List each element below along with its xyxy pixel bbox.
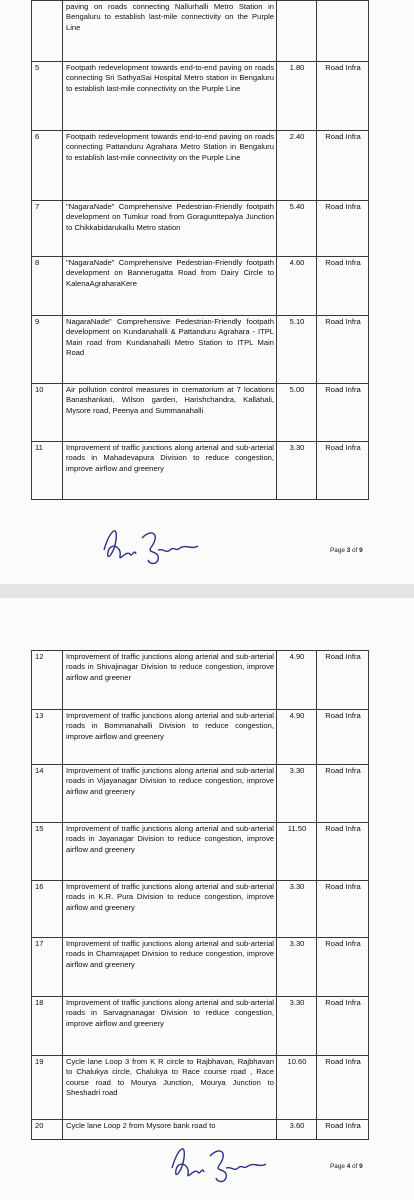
table-row — [32, 710, 369, 765]
serial-number: 10 — [32, 384, 63, 442]
projects-table-page-4 — [31, 650, 369, 1140]
amount-cell: 3.30 — [277, 938, 317, 997]
project-description: "NagaraNade" Comprehensive Pedestrian-Friendly footpath development on Tumkur road from Goragunttepalya Junction to Chikkabidarukallu Metro station — [63, 201, 277, 257]
serial-number: 8 — [32, 257, 63, 316]
category-cell: Road Infra — [317, 62, 369, 131]
page-separator: of — [350, 1163, 360, 1170]
project-description: Improvement of traffic junctions along arterial and sub-arterial roads in Mahadevapura Division to reduce congestion, improve airflow and greenery — [63, 442, 277, 500]
project-description: Improvement of traffic junctions along arterial and sub-arterial roads in K.R. Pura Division to reduce congestion, improve airflow and greenery — [63, 881, 277, 938]
projects-table-page-3 — [31, 0, 369, 500]
table-row — [32, 1, 369, 62]
serial-number: 20 — [32, 1120, 63, 1140]
project-description: Improvement of traffic junctions along arterial and sub-arterial roads in Chamrajapet Division to reduce congestion, improve airflow and greenery — [63, 938, 277, 997]
amount-cell: 3.30 — [277, 765, 317, 823]
amount-cell: 5.40 — [277, 201, 317, 257]
amount-cell: 3.30 — [277, 881, 317, 938]
amount-cell: 2.40 — [277, 131, 317, 201]
table-row — [32, 823, 369, 881]
table-row — [32, 257, 369, 316]
amount-cell: 3.30 — [277, 997, 317, 1056]
serial-number: 13 — [32, 710, 63, 765]
table-row — [32, 1056, 369, 1120]
table-row — [32, 131, 369, 201]
amount-cell: 1.80 — [277, 62, 317, 131]
table-row — [32, 765, 369, 823]
page-number — [330, 547, 363, 554]
project-description: Cycle lane Loop 2 from Mysore bank road to — [63, 1120, 277, 1140]
serial-number: 11 — [32, 442, 63, 500]
amount-cell — [277, 1, 317, 62]
category-cell: Road Infra — [317, 201, 369, 257]
amount-cell: 10.60 — [277, 1056, 317, 1120]
project-description: paving on roads connecting Nallurhalli Metro Station in Bengaluru to establish last-mile connectivity on the Purple Line — [63, 1, 277, 62]
amount-cell: 11.50 — [277, 823, 317, 881]
amount-cell: 3.30 — [277, 442, 317, 500]
table-row — [32, 201, 369, 257]
amount-cell: 4.60 — [277, 257, 317, 316]
page-total: 9 — [359, 547, 363, 554]
category-cell: Road Infra — [317, 1120, 369, 1140]
project-description: Improvement of traffic junctions along arterial and sub-arterial roads in Jayanagar Division to reduce congestion, improve airflow and greenery — [63, 823, 277, 881]
project-description: Footpath redevelopment towards end-to-end paving on roads connecting Sri SathyaSai Hospital Metro station in Bengaluru to establish last-mile connectivity on the Purple Line — [63, 62, 277, 131]
serial-number: 7 — [32, 201, 63, 257]
document-page-4 — [0, 598, 414, 1200]
serial-number: 6 — [32, 131, 63, 201]
page-total: 9 — [359, 1163, 363, 1170]
category-cell: Road Infra — [317, 710, 369, 765]
table-row — [32, 938, 369, 997]
project-description: Improvement of traffic junctions along arterial and sub-arterial roads in Vijayanagar Division to reduce congestion, improve airflow and greenery — [63, 765, 277, 823]
table-row — [32, 881, 369, 938]
project-description: Improvement of traffic junctions along arterial and sub-arterial roads in Bommanahalli Division to reduce congestion, improve airflow and greenery — [63, 710, 277, 765]
project-description: NagaraNade" Comprehensive Pedestrian-Friendly footpath development on Kundanahalli & Pattanduru Agrahara - ITPL Main road from Kundanahalli Metro Station to ITPL Main Road — [63, 316, 277, 384]
category-cell: Road Infra — [317, 1056, 369, 1120]
category-cell: Road Infra — [317, 938, 369, 997]
page-gap — [0, 584, 414, 598]
serial-number: 12 — [32, 651, 63, 710]
table-row — [32, 62, 369, 131]
serial-number: 15 — [32, 823, 63, 881]
serial-number: 5 — [32, 62, 63, 131]
project-description: Improvement of traffic junctions along arterial and sub-arterial roads in Sarvagnanagar Division to reduce congestion, improve airflow and greenery — [63, 997, 277, 1056]
page-number — [330, 1163, 363, 1170]
page-separator: of — [350, 547, 360, 554]
category-cell — [317, 1, 369, 62]
category-cell: Road Infra — [317, 257, 369, 316]
category-cell: Road Infra — [317, 384, 369, 442]
serial-number: 18 — [32, 997, 63, 1056]
table-row — [32, 1120, 369, 1140]
document-page-3 — [0, 0, 414, 584]
page-label: Page — [330, 1163, 347, 1170]
table-row — [32, 997, 369, 1056]
serial-number: 19 — [32, 1056, 63, 1120]
serial-number: 16 — [32, 881, 63, 938]
serial-number: 14 — [32, 765, 63, 823]
signature-image — [168, 1138, 278, 1186]
amount-cell: 5.10 — [277, 316, 317, 384]
amount-cell: 4.90 — [277, 651, 317, 710]
category-cell: Road Infra — [317, 651, 369, 710]
signature-image — [100, 520, 210, 568]
amount-cell: 3.60 — [277, 1120, 317, 1140]
table-row — [32, 442, 369, 500]
category-cell: Road Infra — [317, 316, 369, 384]
page-label: Page — [330, 547, 347, 554]
serial-number: 17 — [32, 938, 63, 997]
project-description: Improvement of traffic junctions along arterial and sub-arterial roads in Shivajinagar Division to reduce congestion, improve airflow and greener — [63, 651, 277, 710]
category-cell: Road Infra — [317, 881, 369, 938]
project-description: Footpath redevelopment towards end-to-end paving on roads connecting Pattanduru Agrahara Metro Station in Bengaluru to establish last-mile connectivity on the Purple Line — [63, 131, 277, 201]
category-cell: Road Infra — [317, 823, 369, 881]
table-row — [32, 651, 369, 710]
project-description: Cycle lane Loop 3 from K R circle to Rajbhavan, Rajbhavan to Chalukya circle, Chalukya to Race course road , Race course road to Mourya Junction, Mourya Junction to Sheshadri road — [63, 1056, 277, 1120]
category-cell: Road Infra — [317, 131, 369, 201]
amount-cell: 4.90 — [277, 710, 317, 765]
table-row — [32, 384, 369, 442]
page-current: 3 — [346, 547, 351, 554]
project-description: "NagaraNade" Comprehensive Pedestrian-Friendly footpath development on Bannerugatta Road from Dairy Circle to KalenaAgraharaKere — [63, 257, 277, 316]
serial-number: 9 — [32, 316, 63, 384]
category-cell: Road Infra — [317, 765, 369, 823]
page-current: 4 — [346, 1163, 351, 1170]
category-cell: Road Infra — [317, 997, 369, 1056]
category-cell: Road Infra — [317, 442, 369, 500]
table-row — [32, 316, 369, 384]
serial-number — [32, 1, 63, 62]
amount-cell: 5.00 — [277, 384, 317, 442]
project-description: Air pollution control measures in crematorium at 7 locations Banashankari, Wilson garden, Harishchandra, Kallahali, Mysore road, Peenya and Summanahalli — [63, 384, 277, 442]
